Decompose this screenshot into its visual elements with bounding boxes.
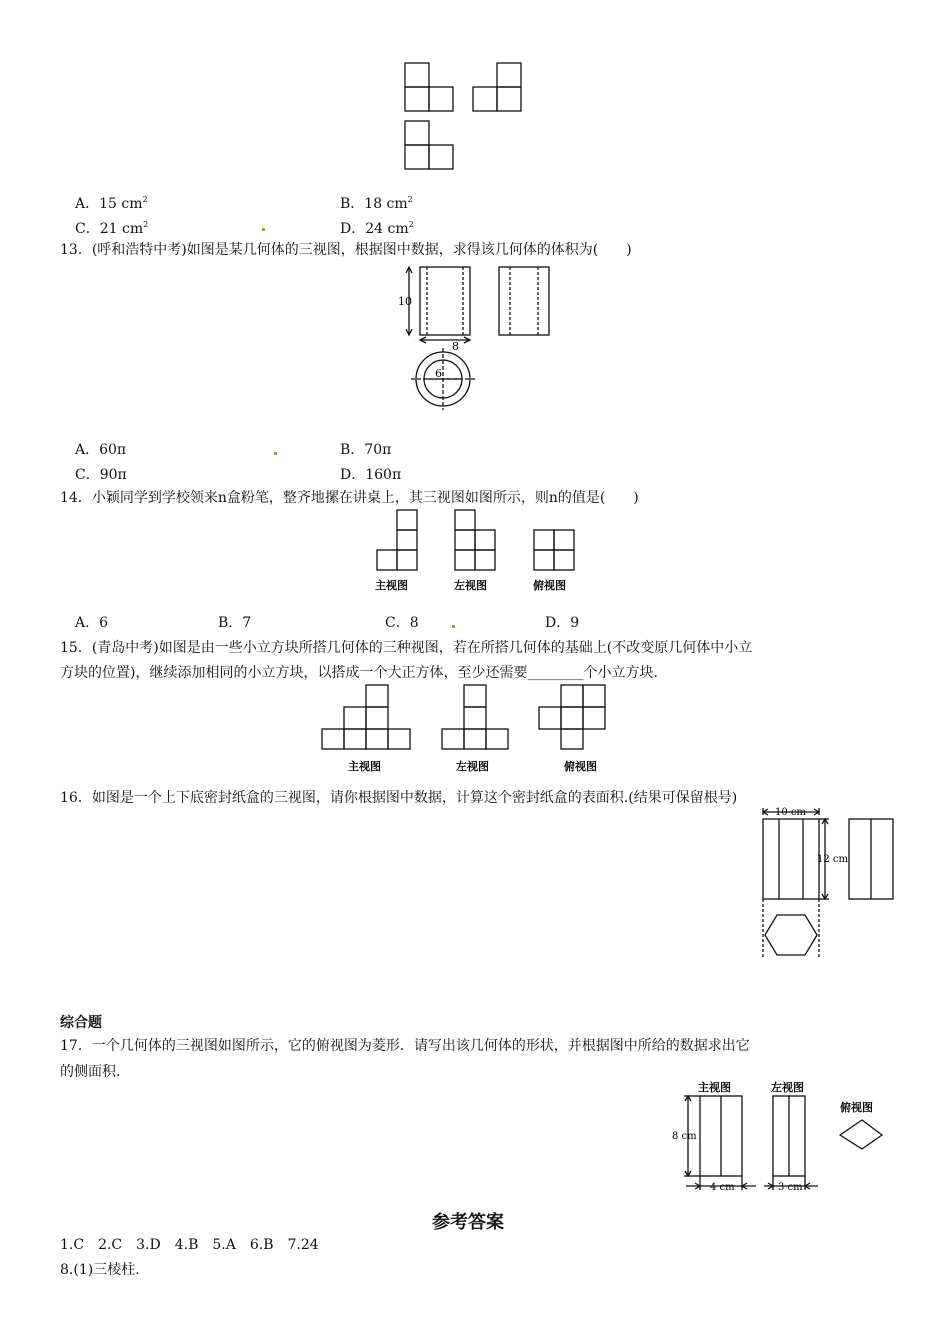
q15-caption-front: 主视图 [348, 760, 381, 773]
q16-figure [755, 803, 900, 963]
scan-speck [274, 452, 277, 455]
q17-line1: 17．一个几何体的三视图如图所示，它的俯视图为菱形．请写出该几何体的形状，并根据图中所给的数据求出它 [60, 1038, 750, 1054]
q14-option-a: A．6 [75, 615, 109, 631]
q17-front-width-label: 4 cm [710, 1182, 735, 1193]
q17-figure [668, 1078, 898, 1196]
q17-line2: 的侧面积. [60, 1064, 121, 1080]
q13-option-d: D．160π [340, 467, 402, 483]
answers-line1: 1.C 2.C 3.D 4.B 5.A 6.B 7.24 [60, 1237, 319, 1253]
q13-option-b: B．70π [340, 442, 392, 458]
q15-line1: 15．(青岛中考)如图是由一些小立方块所搭几何体的三种视图，若在所搭几何体的基础上(不改变原几何体中小立 [60, 640, 753, 656]
q13-inner-label: 6 [435, 367, 442, 380]
q16-stem: 16．如图是一个上下底密封纸盒的三视图，请你根据图中数据，计算这个密封纸盒的表面积.(结果可保留根号) [60, 790, 738, 806]
q15-caption-top: 俯视图 [564, 760, 597, 773]
q13-outer-label: 8 [452, 340, 459, 353]
answers-line2: 8.(1)三棱柱. [60, 1262, 140, 1278]
q14-figure [370, 508, 585, 596]
scan-speck [452, 625, 455, 628]
q16-height-label: 12 cm [817, 854, 848, 865]
q16-width-label: 10 cm [775, 807, 806, 818]
q12-option-b: B．18 $cm^2$ [340, 195, 413, 212]
q12-option-a: A．15 $cm^2$ [75, 195, 148, 212]
q12-option-d: D．24 $cm^2$ [340, 220, 414, 237]
q14-stem: 14．小颖同学到学校领来n盒粉笔，整齐地摞在讲桌上，其三视图如图所示，则n的值是( ) [60, 490, 639, 506]
q13-option-c: C．90π [75, 467, 127, 483]
q14-caption-left: 左视图 [454, 579, 487, 592]
q13-height-label: 10 [398, 295, 412, 308]
q17-height-label: 8 cm [672, 1131, 697, 1142]
answers-title: 参考答案 [432, 1212, 504, 1233]
scan-speck [262, 228, 265, 231]
q17-caption-top: 俯视图 [840, 1101, 873, 1114]
q17-caption-left: 左视图 [771, 1081, 804, 1094]
q15-caption-left: 左视图 [456, 760, 489, 773]
q14-caption-top: 俯视图 [533, 579, 566, 592]
section-title: 综合题 [60, 1015, 102, 1031]
q14-option-c: C．8 [385, 615, 419, 631]
q17-caption-front: 主视图 [698, 1081, 731, 1094]
q12-option-c: C．21 $cm^2$ [75, 220, 149, 237]
q14-option-b: B．7 [218, 615, 252, 631]
q13-stem: 13．(呼和浩特中考)如图是某几何体的三视图，根据图中数据，求得该几何体的体积为( ) [60, 242, 632, 258]
q15-line2: 方块的位置)，继续添加相同的小立方块，以搭成一个大正方体，至少还需要________个小立方块. [60, 665, 658, 681]
q14-option-d: D．9 [545, 615, 580, 631]
q14-caption-front: 主视图 [375, 579, 408, 592]
q13-figure [395, 262, 560, 432]
q13-option-a: A．60π [75, 442, 127, 458]
q17-left-width-label: 3 cm [778, 1182, 803, 1193]
q15-figure [318, 682, 618, 775]
q12-figure [400, 58, 530, 173]
